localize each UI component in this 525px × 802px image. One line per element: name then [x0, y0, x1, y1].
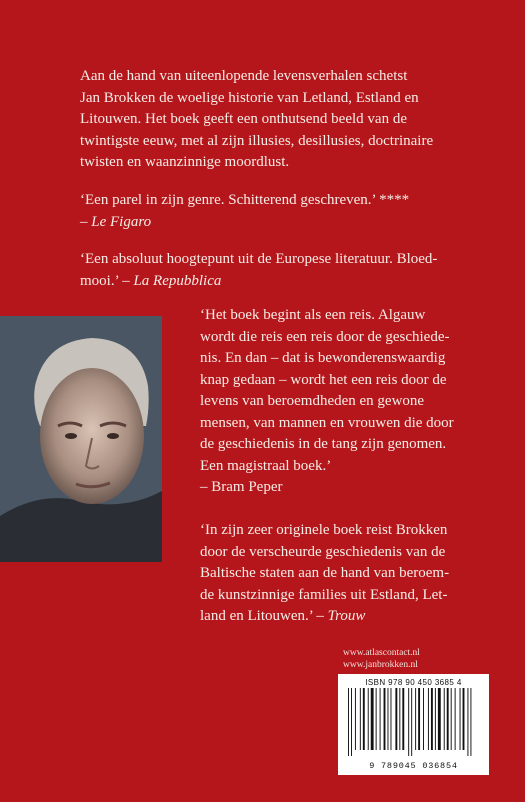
quote-la-repubblica	[80, 249, 458, 292]
quote-line: mensen, van mannen en vrouwen die door	[200, 414, 454, 431]
quote-line: ‘Het boek begint als een reis. Algauw	[200, 307, 426, 323]
barcode-bar	[460, 688, 461, 750]
intro-line: Litouwen. Het boek geeft een onthutsend beeld van de	[80, 111, 407, 127]
intro-line: twintigste eeuw, met al zijn illusies, desillusies, doctrinaire	[80, 132, 434, 149]
barcode-bar	[399, 688, 400, 750]
barcode-bar	[428, 688, 429, 750]
quote-attribution: – Bram Peper	[200, 479, 283, 495]
quote-attribution	[200, 606, 459, 628]
quote-line: ‘In zijn zeer originele boek reist Brokken	[200, 522, 448, 538]
quote-line: door de verscheurde geschiedenis van de	[200, 543, 446, 560]
quote-line: de kunstzinnige families uit Estland, Let-	[200, 586, 448, 603]
barcode-bar	[444, 688, 445, 750]
barcode-bar	[355, 688, 356, 750]
barcode-bar	[451, 688, 452, 750]
barcode-bar	[467, 688, 468, 756]
intro-line: Jan Brokken de woelige historie van Letland, Estland en	[80, 89, 419, 106]
quote-le-figaro	[80, 190, 458, 233]
quote-attribution	[80, 271, 458, 293]
quote-text: ‘Een parel in zijn genre. Schitterend geschreven.’ ****	[80, 192, 410, 208]
intro-line: twisten en waanzinnige moordlust.	[80, 154, 290, 170]
barcode-panel	[338, 674, 489, 775]
barcode-bar	[368, 688, 369, 750]
barcode-bar	[395, 688, 397, 750]
barcode-bar	[371, 688, 374, 750]
barcode-bar	[408, 688, 409, 756]
quote-line: nis. En dan – dat is bewonderenswaardig	[200, 350, 446, 366]
website-link[interactable]: www.atlascontact.nl	[343, 648, 420, 658]
barcode-bar	[411, 688, 412, 756]
barcode-bar	[435, 688, 436, 750]
attribution-dash: –	[80, 213, 92, 230]
barcode-bar	[470, 688, 471, 756]
quote-text-end: land en Litouwen.’ –	[200, 608, 328, 624]
barcode-bar	[455, 688, 456, 750]
barcode-bar	[388, 688, 389, 750]
barcode-bar	[391, 688, 392, 750]
quote-source: La Repubblica	[133, 272, 222, 289]
author-portrait-image	[0, 316, 162, 562]
quote-line: de geschiedenis in de tang zijn genomen.	[200, 436, 447, 452]
barcode-bar	[351, 688, 352, 756]
barcode-bar	[447, 688, 449, 750]
quote-trouw	[200, 520, 459, 628]
barcode-bar	[402, 688, 404, 750]
quote-text-end: mooi.’ –	[80, 272, 134, 289]
barcode-bar	[363, 688, 365, 750]
barcode-bar	[423, 688, 424, 750]
quote-source: Le Figaro	[91, 213, 152, 230]
quote-line: knap gedaan – wordt het een reis door de	[200, 371, 447, 388]
author-photo	[0, 316, 162, 562]
barcode-bar	[376, 688, 377, 750]
barcode-bar	[418, 688, 420, 750]
quote-source: Trouw	[327, 608, 366, 624]
barcode-icon	[346, 688, 481, 756]
websites	[343, 648, 483, 671]
website-link[interactable]: www.janbrokken.nl	[343, 659, 418, 670]
barcode-bar	[431, 688, 433, 750]
barcode-bar	[415, 688, 416, 750]
intro-paragraph	[80, 66, 458, 174]
quote-line: Baltische staten aan de hand van beroem-	[200, 565, 450, 581]
quote-bram-peper	[200, 305, 459, 499]
intro-line: Aan de hand van uiteenlopende levensverhalen schetst	[80, 68, 408, 84]
barcode-bar	[438, 688, 441, 750]
barcode-bar	[384, 688, 386, 750]
isbn-label: ISBN 978 90 450 3685 4	[365, 678, 462, 687]
quote-text: ‘Een absoluut hoogtepunt uit de Europese literatuur. Bloed-	[80, 251, 438, 267]
quote-line: levens van beroemdheden en gewone	[200, 393, 425, 409]
barcode-bar	[463, 688, 465, 750]
barcode-bar	[360, 688, 361, 750]
quote-line: Een magistraal boek.’	[200, 457, 332, 474]
quote-attribution	[80, 212, 458, 234]
ean-digits: 9 789045 036854	[369, 761, 458, 771]
barcode-bar	[348, 688, 349, 756]
quote-line: wordt die reis een reis door de geschiede-	[200, 328, 450, 345]
barcode-bar	[380, 688, 381, 750]
